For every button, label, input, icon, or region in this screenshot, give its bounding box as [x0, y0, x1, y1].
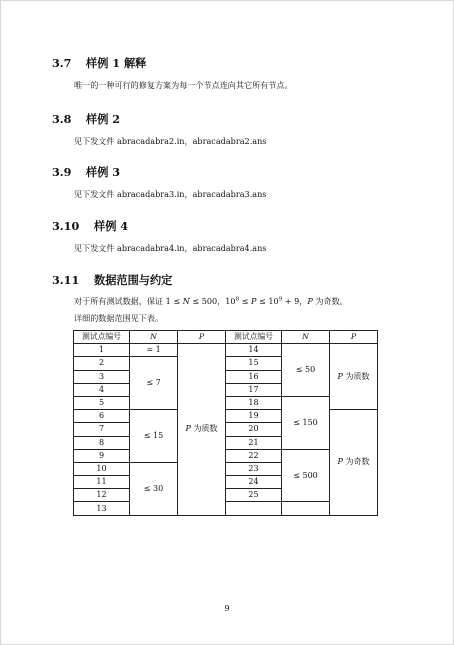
section-text-3-7: 唯一的一种可行的修复方案为每一个节点连向其它所有节点。	[74, 80, 293, 90]
test-id: 2	[74, 357, 130, 370]
section-heading-3-7	[52, 55, 146, 71]
n-range: ≤ 7	[130, 357, 178, 410]
header-n: N	[282, 331, 330, 344]
section-text-3-8: 见下发文件 abracadabra2.in，abracadabra2.ans	[74, 136, 267, 146]
test-id	[226, 502, 282, 515]
test-id: 8	[74, 436, 130, 449]
header-n: N	[130, 331, 178, 344]
test-id: 13	[74, 502, 130, 515]
test-id: 14	[226, 344, 282, 357]
n-range: ≤ 50	[282, 344, 330, 397]
test-id: 21	[226, 436, 282, 449]
test-id: 9	[74, 449, 130, 462]
p-range: P 为质数	[330, 344, 378, 410]
header-test-id: 测试点编号	[74, 331, 130, 344]
test-id: 22	[226, 449, 282, 462]
table-row	[74, 344, 378, 357]
section-title: 样例 1 解释	[86, 56, 147, 70]
test-id: 11	[74, 476, 130, 489]
section-heading-3-10	[52, 218, 128, 234]
section-number: 3.9	[52, 165, 72, 179]
test-id: 5	[74, 396, 130, 409]
table-header-row	[74, 331, 378, 344]
n-range: ≤ 30	[130, 462, 178, 515]
test-id: 1	[74, 344, 130, 357]
header-p: P	[178, 331, 226, 344]
n-range: ≤ 150	[282, 396, 330, 449]
header-test-id: 测试点编号	[226, 331, 282, 344]
section-number: 3.11	[52, 273, 80, 287]
test-id: 19	[226, 410, 282, 423]
test-id: 16	[226, 370, 282, 383]
section-heading-3-9	[52, 164, 120, 180]
section-title: 数据范围与约定	[94, 273, 173, 287]
table-intro: 详细的数据范围见下表。	[74, 313, 164, 323]
test-id: 25	[226, 489, 282, 502]
section-title: 样例 4	[94, 219, 129, 233]
data-range-table	[73, 330, 378, 516]
n-range-empty	[282, 502, 330, 515]
section-number: 3.10	[52, 219, 80, 233]
section-text-3-9: 见下发文件 abracadabra3.in，abracadabra3.ans	[74, 189, 267, 199]
test-id: 15	[226, 357, 282, 370]
section-title: 样例 2	[86, 112, 121, 126]
test-id: 4	[74, 383, 130, 396]
p-range: P 为奇数	[330, 410, 378, 516]
section-number: 3.8	[52, 112, 72, 126]
header-p: P	[330, 331, 378, 344]
section-text-3-10: 见下发文件 abracadabra4.in，abracadabra4.ans	[74, 243, 267, 253]
section-number: 3.7	[52, 56, 72, 70]
test-id: 24	[226, 476, 282, 489]
constraints-line: 对于所有测试数据，保证 1 ≤ N ≤ 500，$10^8 \le P \le 10^9 + 9$，P 为奇数。	[74, 296, 348, 306]
test-id: 3	[74, 370, 130, 383]
test-id: 10	[74, 462, 130, 475]
test-id: 12	[74, 489, 130, 502]
n-range: = 1	[130, 344, 178, 357]
test-id: 20	[226, 423, 282, 436]
section-heading-3-8	[52, 111, 120, 127]
table-row	[74, 410, 378, 423]
test-id: 17	[226, 383, 282, 396]
page-number: 9	[224, 603, 230, 613]
n-range: ≤ 500	[282, 449, 330, 502]
test-id: 18	[226, 396, 282, 409]
section-heading-3-11	[52, 272, 172, 288]
test-id: 23	[226, 462, 282, 475]
section-title: 样例 3	[86, 165, 121, 179]
test-id: 6	[74, 410, 130, 423]
n-range: ≤ 15	[130, 410, 178, 463]
test-id: 7	[74, 423, 130, 436]
p-range: P 为质数	[178, 344, 226, 515]
